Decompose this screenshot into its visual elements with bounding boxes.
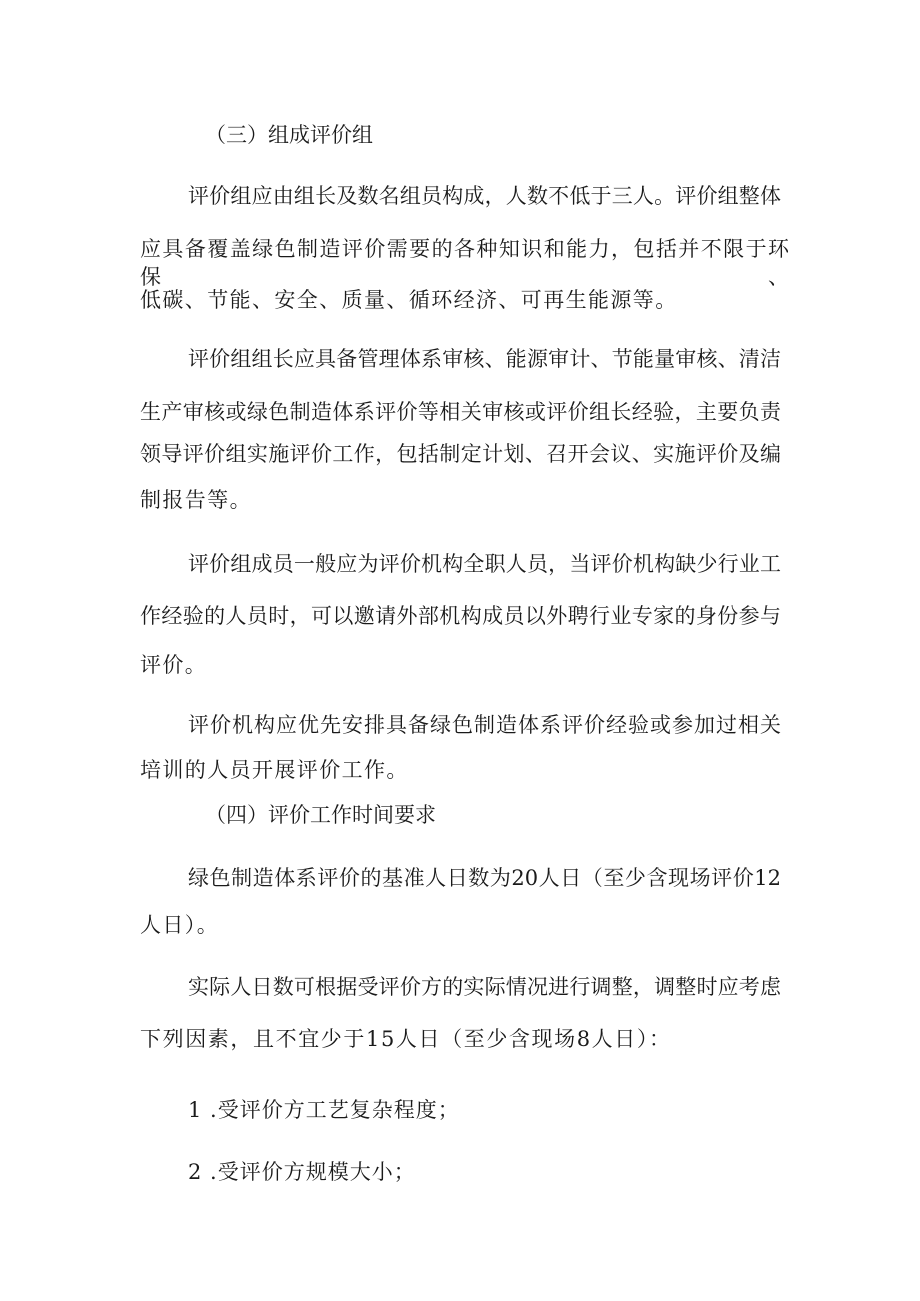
list-item: 2 .受评价方规模大小； — [188, 1160, 416, 1184]
paragraph-line: 评价组应由组长及数名组员构成，人数不低于三人。评价组整体 — [188, 184, 781, 208]
paragraph-line: 评价。 — [140, 653, 208, 677]
paragraph-line: 培训的人员开展评价工作。 — [140, 758, 409, 782]
paragraph-line: 评价机构应优先安排具备绿色制造体系评价经验或参加过相关 — [188, 713, 781, 737]
list-item: 1 .受评价方工艺复杂程度； — [188, 1098, 460, 1122]
paragraph-line: 低碳、节能、安全、质量、循环经济、可再生能源等。 — [140, 288, 678, 312]
paragraph-line: 作经验的人员时，可以邀请外部机构成员以外聘行业专家的身份参与 — [140, 604, 781, 628]
section-heading-3: （三）组成评价组 — [205, 123, 373, 147]
paragraph-line: 评价组组长应具备管理体系审核、能源审计、节能量审核、清洁 — [188, 347, 781, 371]
paragraph-line: 下列因素，且不宜少于15人日（至少含现场8人日）： — [140, 1027, 672, 1051]
paragraph-line: 生产审核或绿色制造体系评价等相关审核或评价组长经验，主要负责 — [140, 400, 781, 424]
paragraph-line: 制报告等。 — [140, 488, 252, 512]
paragraph-line: 绿色制造体系评价的基准人日数为20人日（至少含现场评价12 — [188, 866, 781, 890]
paragraph-line: 领导评价组实施评价工作，包括制定计划、召开会议、实施评价及编 — [140, 442, 781, 466]
paragraph-line: 人日）。 — [140, 913, 220, 937]
section-heading-4: （四）评价工作时间要求 — [205, 803, 436, 827]
paragraph-line: 实际人日数可根据受评价方的实际情况进行调整，调整时应考虑 — [188, 975, 781, 999]
paragraph-line: 评价组成员一般应为评价机构全职人员，当评价机构缺少行业工 — [188, 552, 781, 576]
paragraph-line: 应具备覆盖绿色制造评价需要的各种知识和能力，包括并不限于环保、 — [140, 237, 789, 289]
